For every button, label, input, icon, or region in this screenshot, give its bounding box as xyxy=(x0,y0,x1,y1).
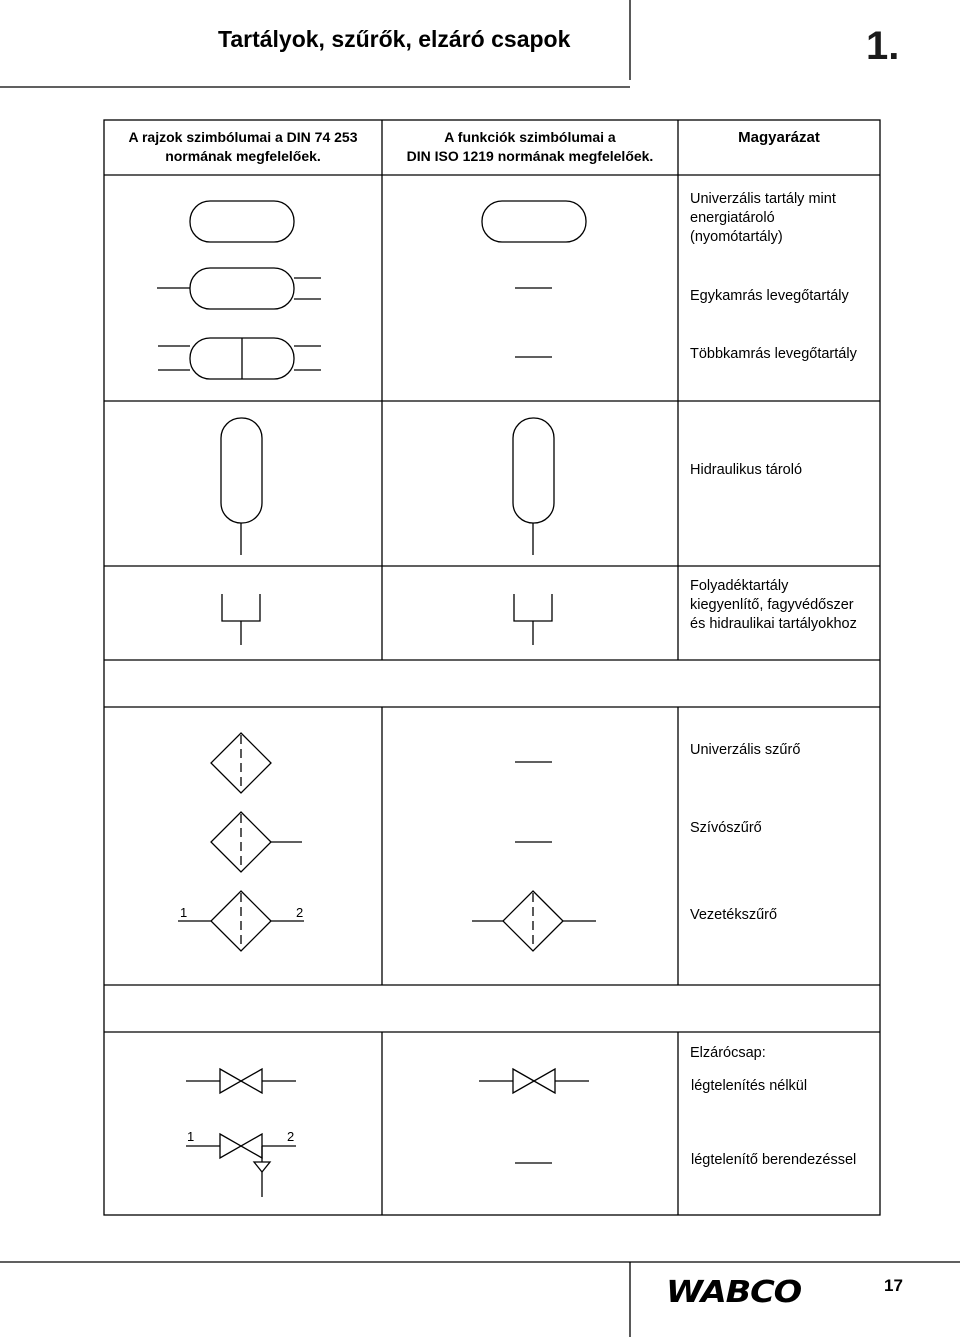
page-number: 17 xyxy=(884,1276,903,1295)
hydraulic-accumulator-symbol xyxy=(221,418,262,555)
table-frame xyxy=(104,120,880,1215)
wabco-logo: WABCO xyxy=(666,1275,802,1310)
explanation-line: és hidraulikai tartályokhoz xyxy=(690,616,857,632)
universal-tank-function-symbol xyxy=(482,201,586,242)
explanation-single-chamber: Egykamrás levegőtartály xyxy=(690,288,849,304)
explanation-line: Univerzális tartály mint xyxy=(690,191,836,207)
universal-tank-symbol xyxy=(190,201,294,242)
col2-header-line2: DIN ISO 1219 normának megfelelőek. xyxy=(406,148,654,164)
explanation-with-vent: légtelenítő berendezéssel xyxy=(691,1152,857,1168)
page-title: Tartályok, szűrők, elzáró csapok xyxy=(218,26,571,52)
valve-port-1-label: 1 xyxy=(187,1129,195,1144)
explanation-shutoff: Elzárócsap: xyxy=(690,1045,766,1061)
explanation-line: kiegyenlítő, fagyvédőszer xyxy=(690,597,854,613)
universal-filter-symbol xyxy=(211,733,271,793)
col1-header-line2: normának megfelelőek. xyxy=(165,148,321,164)
filter-port-1-label: 1 xyxy=(180,905,188,920)
explanation-line: Folyadéktartály xyxy=(690,578,789,594)
fluid-tank-function-symbol xyxy=(514,594,552,645)
valve-port-2-label: 2 xyxy=(287,1129,295,1144)
col1-header-line1: A rajzok szimbólumai a DIN 74 253 xyxy=(128,129,358,145)
fluid-tank-symbol xyxy=(222,594,260,645)
explanation-line: (nyomótartály) xyxy=(690,229,783,245)
multi-chamber-tank-symbol xyxy=(158,338,321,379)
explanation-line: energiatároló xyxy=(690,210,775,226)
shutoff-valve-symbol xyxy=(186,1069,296,1093)
single-chamber-tank-symbol xyxy=(157,268,321,309)
explanation-no-vent: légtelenítés nélkül xyxy=(691,1078,808,1094)
col2-header-line1: A funkciók szimbólumai a xyxy=(444,129,616,145)
explanation-line-filter: Vezetékszűrő xyxy=(690,907,778,923)
suction-filter-symbol xyxy=(211,812,302,872)
line-filter-function-symbol xyxy=(472,891,596,951)
explanation-suction-filter: Szívószűrő xyxy=(690,820,762,836)
explanation-hydraulic: Hidraulikus tároló xyxy=(690,462,803,478)
explanation-multi-chamber: Többkamrás levegőtartály xyxy=(690,346,857,362)
line-filter-symbol xyxy=(178,891,304,951)
explanation-universal-filter: Univerzális szűrő xyxy=(690,742,801,758)
shutoff-valve-function-symbol xyxy=(479,1069,589,1093)
filter-port-2-label: 2 xyxy=(296,905,304,920)
hydraulic-accumulator-function-symbol xyxy=(513,418,554,555)
chapter-number: 1. xyxy=(866,24,900,68)
vented-shutoff-valve-symbol xyxy=(186,1134,296,1197)
col3-header: Magyarázat xyxy=(738,129,820,146)
